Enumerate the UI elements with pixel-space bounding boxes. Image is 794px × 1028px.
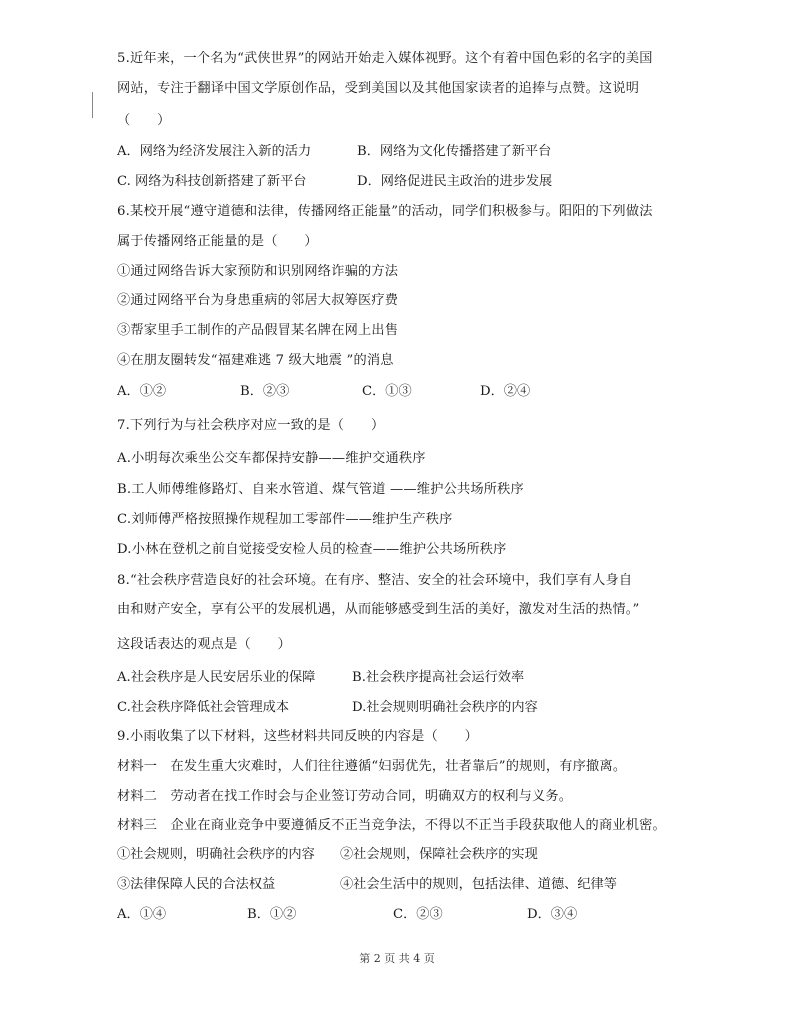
page-footer: 第 2 页 共 4 页 (359, 952, 435, 965)
q8-stem-line2: 由和财产安全，享有公平的发展机遇，从而能够感受到生活的美好，激发对生活的热情。” (117, 602, 640, 617)
q9-material-1: 材料一 在发生重大灾难时，人们往往遵循“妇弱优先，壮者靠后”的规则，有序撤离。 (117, 759, 627, 774)
q6-item-3: ③帮家里手工制作的产品假冒某名牌在网上出售 (117, 323, 399, 338)
q5-option-d: D．网络促进民主政治的进步发展 (357, 174, 553, 189)
q7-item-d: D.小林在登机之前自觉接受安检人员的检查——维护公共场所秩序 (117, 542, 507, 557)
q8-option-a: A.社会秩序是人民安居乐业的保障 (117, 670, 316, 685)
q9-material-2: 材料二 劳动者在找工作时会与企业签订劳动合同，明确双方的权利与义务。 (117, 789, 573, 804)
q9-option-b: B．①② (247, 907, 297, 922)
q9-material-3: 材料三 企业在商业竞争中要遵循反不正当竞争法，不得以不正当手段获取他人的商业机密。 (117, 818, 666, 833)
q5-option-b: B．网络为文化传播搭建了新平台 (357, 144, 552, 159)
q7-stem: 7.下列行为与社会秩序对应一致的是（ ） (117, 418, 385, 433)
q8-option-b: B.社会秩序提高社会运行效率 (352, 670, 525, 685)
q7-item-b: B.工人师傅维修路灯、自来水管道、煤气管道 ——维护公共场所秩序 (117, 482, 524, 497)
q6-stem-line1: 6.某校开展“遵守道德和法律，传播网络正能量”的活动，同学们积极参与。阳阳的下列做法 (117, 204, 653, 219)
q8-stem-line1: 8.“社会秩序营造良好的社会环境。在有序、整洁、安全的社会环境中，我们享有人身自 (117, 573, 633, 588)
q8-option-c: C.社会秩序降低社会管理成本 (117, 700, 290, 715)
q9-option-d: D．③④ (527, 907, 578, 922)
q8-option-d: D.社会规则明确社会秩序的内容 (352, 700, 538, 715)
q9-item-3: ③法律保障人民的合法权益 (117, 877, 276, 892)
q9-stem: 9.小雨收集了以下材料，这些材料共同反映的内容是（ ） (117, 729, 479, 744)
q6-option-d: D．②④ (480, 384, 531, 399)
q5-stem-line2: 网站，专注于翻译中国文学原创作品，受到美国以及其他国家读者的追捧与点赞。这说明 (117, 81, 640, 96)
q5-option-c: C. 网络为科技创新搭建了新平台 (117, 174, 307, 189)
scan-mark (92, 92, 93, 118)
q6-stem-line2: 属于传播网络正能量的是（ ） (117, 234, 318, 249)
q5-option-a: A．网络为经济发展注入新的活力 (117, 144, 312, 159)
q9-item-1: ①社会规则，明确社会秩序的内容 (117, 847, 315, 862)
q9-item-2: ②社会规则，保障社会秩序的实现 (340, 847, 538, 862)
q8-stem-line3: 这段话表达的观点是（ ） (117, 637, 292, 652)
q7-item-c: C.刘师傅严格按照操作规程加工零部件——维护生产秩序 (117, 512, 453, 527)
q9-option-c: C．②③ (393, 907, 443, 922)
q5-stem-line1: 5.近年来，一个名为“武侠世界”的网站开始走入媒体视野。这个有着中国色彩的名字的美国 (117, 51, 653, 66)
q6-option-c: C．①③ (362, 384, 412, 399)
q5-stem-line3: （ ） (117, 113, 171, 128)
q6-item-2: ②通过网络平台为身患重病的邻居大叔筹医疗费 (117, 293, 399, 308)
q6-option-a: A．①② (117, 384, 167, 399)
q6-option-b: B．②③ (240, 384, 290, 399)
q9-option-a: A．①④ (117, 907, 167, 922)
q7-item-a: A.小明每次乘坐公交车都保持安静——维护交通秩序 (117, 451, 426, 466)
q6-item-4: ④在朋友圈转发“福建难逃 7 级大地震 ”的消息 (117, 353, 394, 368)
q9-item-4: ④社会生活中的规则，包括法律、道德、纪律等 (340, 877, 617, 892)
q6-item-1: ①通过网络告诉大家预防和识别网络诈骗的方法 (117, 264, 399, 279)
